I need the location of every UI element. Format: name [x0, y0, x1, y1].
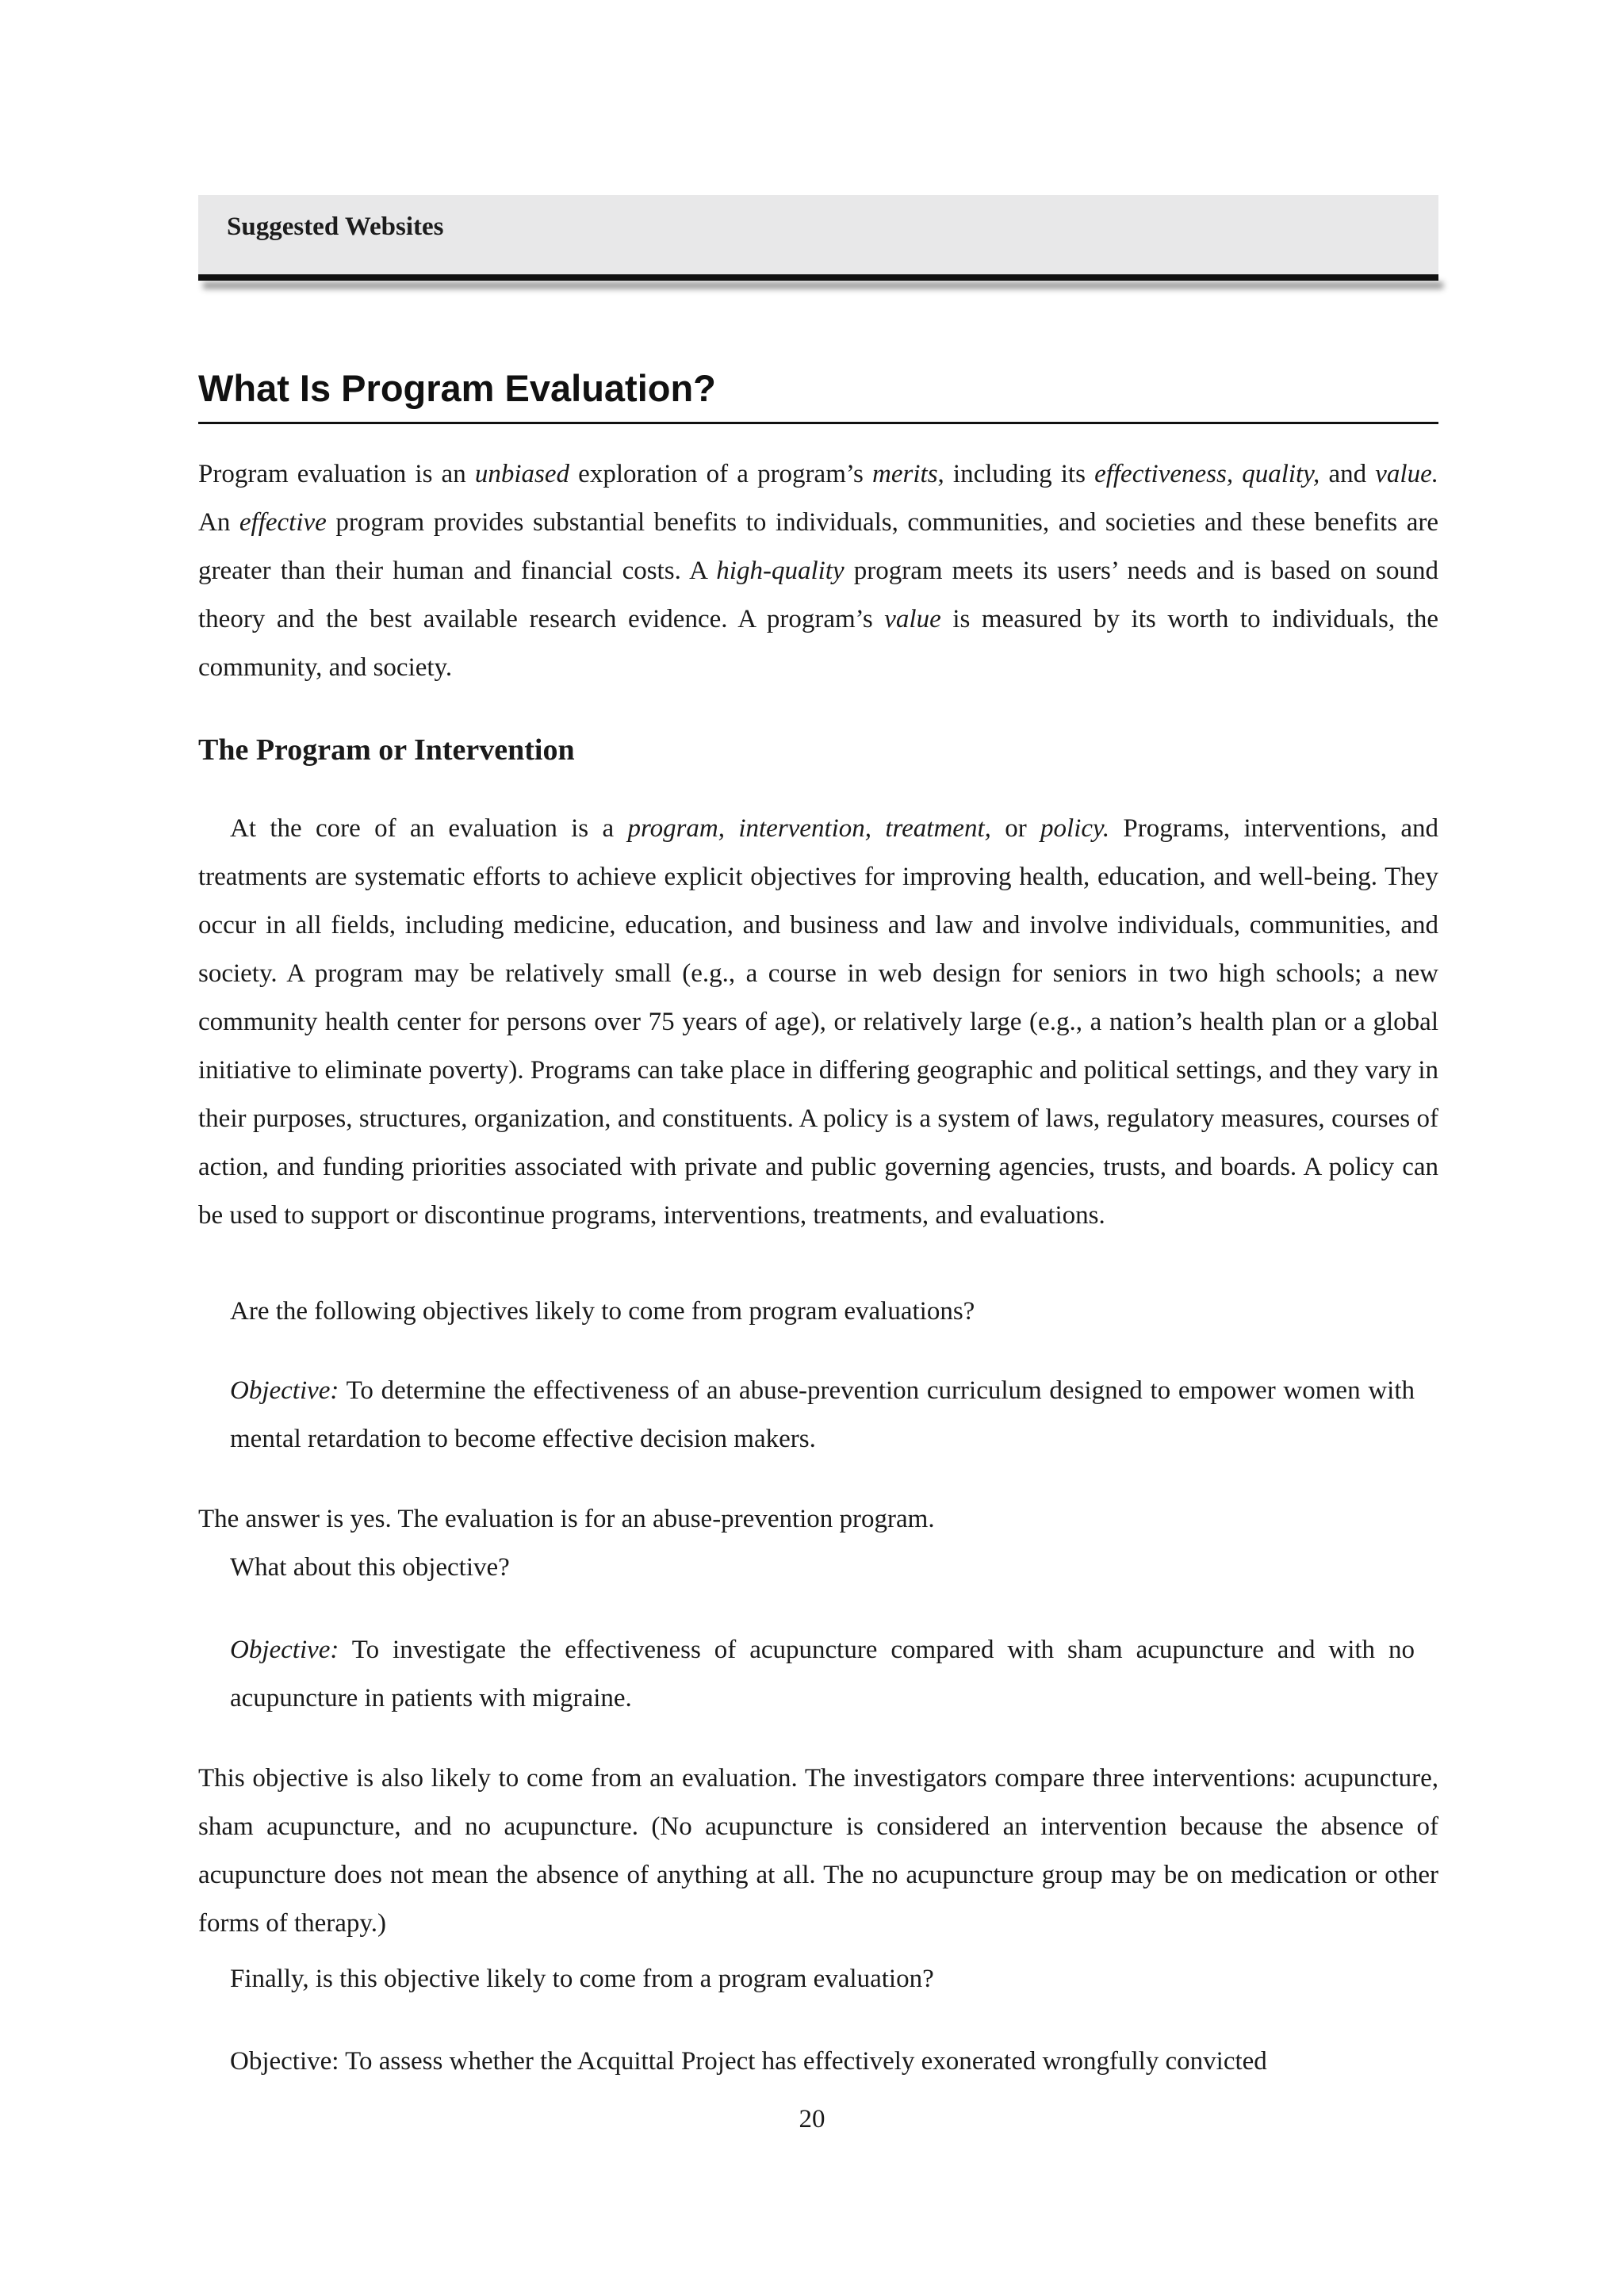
- page-number: 20: [799, 2105, 825, 2133]
- objective-3: Objective: To assess whether the Acquittal Project has effectively exonerated wrongfully convicted: [230, 2047, 1267, 2076]
- program-paragraph: At the core of an evaluation is a program, intervention, treatment, or policy. Programs, interventions, and treatments are systematic efforts to achieve explicit objectives for improving health, education, and well-being. They occur in all fields, including medicine, education, and business and law and involve individuals, communities, and society. A program may be relatively small (e.g., a course in web design for seniors in two high schools; a new community health center for persons over 75 years of age), or relatively large (e.g., a nation’s health plan or a global initiative to eliminate poverty). Programs can take place in differing geographic and political settings, and they vary in their purposes, structures, organization, and constituents. A policy is a system of laws, regulatory measures, courses of action, and funding priorities associated with private and public governing agencies, trusts, and boards. A policy can be used to support or discontinue programs, interventions, treatments, and evaluations.: [198, 814, 1439, 1230]
- answer-1: The answer is yes. The evaluation is for an abuse-prevention program.: [198, 1505, 935, 1533]
- intro-paragraph: Program evaluation is an unbiased exploration of a program’s merits, including its effectiveness, quality, and value. An effective program provides substantial benefits to individuals, communities, and societies and these benefits are greater than their human and financial costs. A high-quality program meets its users’ needs and is based on sound theory and the best available research evidence. A program’s value is measured by its worth to individuals, the community, and society.: [198, 460, 1438, 682]
- answer-2: This objective is also likely to come from an evaluation. The investigators compare three interventions: acupuncture, sham acupuncture, and no acupuncture. (No acupuncture is considered an intervention because the absence of acupuncture does not mean the absence of anything at all. The no acupuncture group may be on medication or other forms of therapy.): [198, 1764, 1438, 1938]
- question-3: Finally, is this objective likely to come from a program evaluation?: [230, 1965, 934, 1993]
- banner-title: Suggested Websites: [227, 212, 444, 241]
- objective-1: Objective: To determine the effectiveness of an abuse-prevention curriculum designed to empower women with mental retardation to become effective decision makers.: [230, 1376, 1415, 1453]
- section-banner: [198, 195, 1438, 276]
- question-1: Are the following objectives likely to come from program evaluations?: [230, 1297, 975, 1326]
- subsection-title: The Program or Intervention: [198, 733, 575, 767]
- section-title: What Is Program Evaluation?: [198, 367, 716, 409]
- section-divider: [198, 422, 1438, 424]
- objective-2: Objective: To investigate the effectiveness of acupuncture compared with sham acupuncture and with no acupuncture in patients with migraine.: [230, 1636, 1415, 1712]
- question-2: What about this objective?: [230, 1553, 510, 1582]
- banner-rule: [198, 274, 1438, 281]
